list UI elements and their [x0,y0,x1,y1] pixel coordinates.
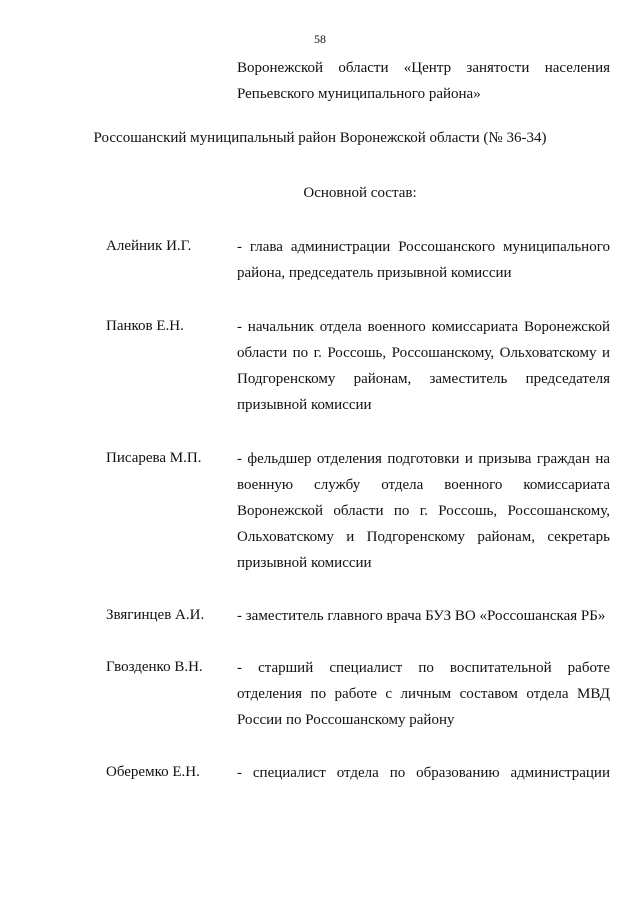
member-name: Звягинцев А.И. [106,607,205,623]
member-role [237,655,610,733]
member-role [237,314,610,418]
role-line: - специалист отдела по образованию администрации [237,765,610,781]
role-line: - начальник отдела военного комиссариата Воронежской [237,319,610,335]
role-line: - заместитель главного врача БУЗ ВО «Россошанская РБ» [237,608,606,624]
page-number: 58 [314,32,326,46]
role-line: отделения по работе с личным составом отдела МВД [237,686,610,702]
continuation-line-1: Воронежской области «Центр занятости населения [237,60,610,76]
member-name: Писарева М.П. [106,450,202,466]
role-line: военную службу отдела военного комиссариата [237,477,610,493]
role-line: России по Россошанскому району [237,712,455,728]
role-line: - глава администрации Россошанского муниципального [237,239,610,255]
district-heading: Россошанский муниципальный район Воронежской области (№ 36-34) [93,130,547,146]
member-role [237,760,610,786]
role-line: Ольховатскому и Подгоренскому районам, секретарь [237,529,610,545]
member-role [237,603,610,629]
member-name: Алейник И.Г. [106,238,192,254]
role-line: области по г. Россошь, Россошанскому, Ольховатскому и [237,345,610,361]
section-title: Основной состав: [303,185,417,201]
role-line: призывной комиссии [237,397,372,413]
role-line: призывной комиссии [237,555,372,571]
role-line: Подгоренскому районам, заместитель председателя [237,371,610,387]
role-line: Воронежской области по г. Россошь, Россошанскому, [237,503,610,519]
continuation-line-2: Репьевского муниципального района» [237,86,481,102]
role-line: района, председатель призывной комиссии [237,265,512,281]
role-line: - старший специалист по воспитательной работе [237,660,610,676]
role-line: - фельдшер отделения подготовки и призыва граждан на [237,451,610,467]
member-role [237,234,610,286]
member-name: Панков Е.Н. [106,318,184,334]
member-role [237,446,610,576]
member-name: Оберемко Е.Н. [106,764,200,780]
member-name: Гвозденко В.Н. [106,659,203,675]
